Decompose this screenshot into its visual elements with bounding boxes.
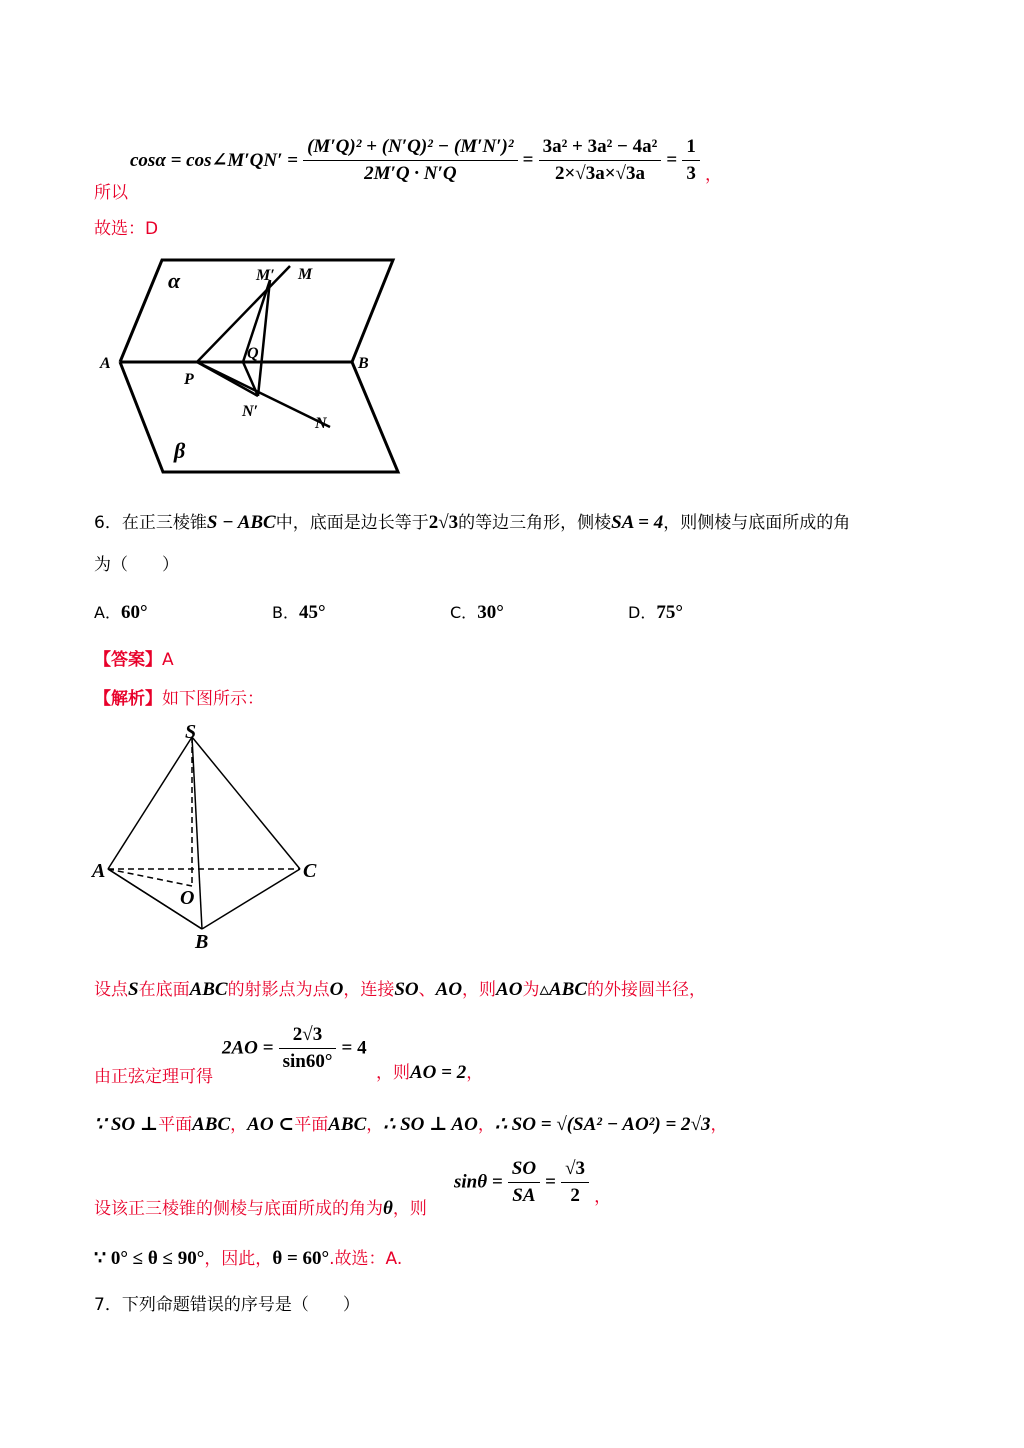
sol6-line4-formula: sinθ = $\frac{SO}{SA}$ = $\frac{√3}{2}$ ， <box>454 1158 612 1207</box>
option-b: B．45° <box>272 602 326 623</box>
formula-cos-alpha: cosα = cos∠M′QN′ = $\frac{\text{(M′Q)² + (N′Q)² − (M′N′)²}}{2M'Q \cdot N'Q}$ = $\frac{\text{3a² + 3a² − 4a²}}{2\times√3a\times√3a}$ = $\frac{1}{3}$ ， <box>130 136 722 185</box>
sol6-line2-formula: 2AO = $\frac{2√3}{\sin 60^\circ}$ = 4 <box>222 1024 367 1072</box>
label-n: N <box>315 415 327 432</box>
sol6-line4-text: 设该正三棱锥的侧棱与底面所成的角为θ，则 <box>94 1198 427 1219</box>
question-6-line2: 为（ ） <box>94 555 179 575</box>
figure-dihedral-angle <box>0 0 1024 480</box>
segment-pn-prime <box>197 362 258 396</box>
label-p: P <box>184 371 194 388</box>
label-a: A <box>92 860 106 882</box>
edge-sa <box>108 737 192 869</box>
sol6-line2-text: 由正弦定理可得 <box>94 1067 213 1087</box>
question-6-line1: 6．在正三棱锥S − ABC中，底面是边长等于2√3的等边三角形，侧棱SA = 4，则侧棱与底面所成的角 <box>94 512 851 533</box>
option-a: A．60° <box>94 602 148 623</box>
label-b: B <box>358 355 369 372</box>
figure-pyramid <box>0 700 400 960</box>
fraction-law-of-cosines: $\frac{\text{(M′Q)² + (N′Q)² − (M′N′)²}}{2M'Q \cdot N'Q}$ <box>303 136 517 185</box>
label-q: Q <box>247 345 259 362</box>
edge-sc <box>192 737 300 869</box>
label-o: O <box>180 887 195 909</box>
label-a: A <box>100 355 111 372</box>
label-c: C <box>303 860 317 882</box>
label-m-prime: M′ <box>256 267 275 284</box>
fraction-substituted: $\frac{\text{3a² + 3a² − 4a²}}{2\times√3a\times√3a}$ <box>539 136 662 185</box>
option-d: D．75° <box>628 602 683 623</box>
text-suoyi: 所以 <box>94 183 128 203</box>
label-b: B <box>195 931 209 953</box>
label-m: M <box>298 266 313 283</box>
sol6-line3: ∵ SO ⊥平面ABC，AO ⊂平面ABC，∴ SO ⊥ AO，∴ SO = √(SA² − AO²) = 2√3， <box>94 1114 728 1135</box>
answer-q5: 故选：D <box>94 219 159 239</box>
sol6-line1: 设点S在底面ABC的射影点为点O，连接SO、AO，则AO为▵ABC的外接圆半径， <box>94 979 707 1000</box>
label-alpha: α <box>168 268 181 293</box>
sol6-line5: ∵ 0° ≤ θ ≤ 90°，因此，θ = 60°.故选：A. <box>94 1248 403 1269</box>
sol6-line2-tail: ，则AO = 2， <box>376 1062 484 1083</box>
segment-pm <box>197 266 290 362</box>
label-n-prime: N′ <box>242 403 259 420</box>
answer-q6: 【答案】A <box>94 650 174 670</box>
label-s: S <box>185 721 197 743</box>
label-beta: β <box>174 438 186 463</box>
question-7: 7．下列命题错误的序号是（ ） <box>94 1295 360 1315</box>
option-c: C．30° <box>450 602 504 623</box>
analysis-q6: 【解析】如下图所示： <box>94 689 264 709</box>
fraction-result: $\frac{1}{3}$ <box>682 136 700 185</box>
edge-cb <box>202 869 300 929</box>
